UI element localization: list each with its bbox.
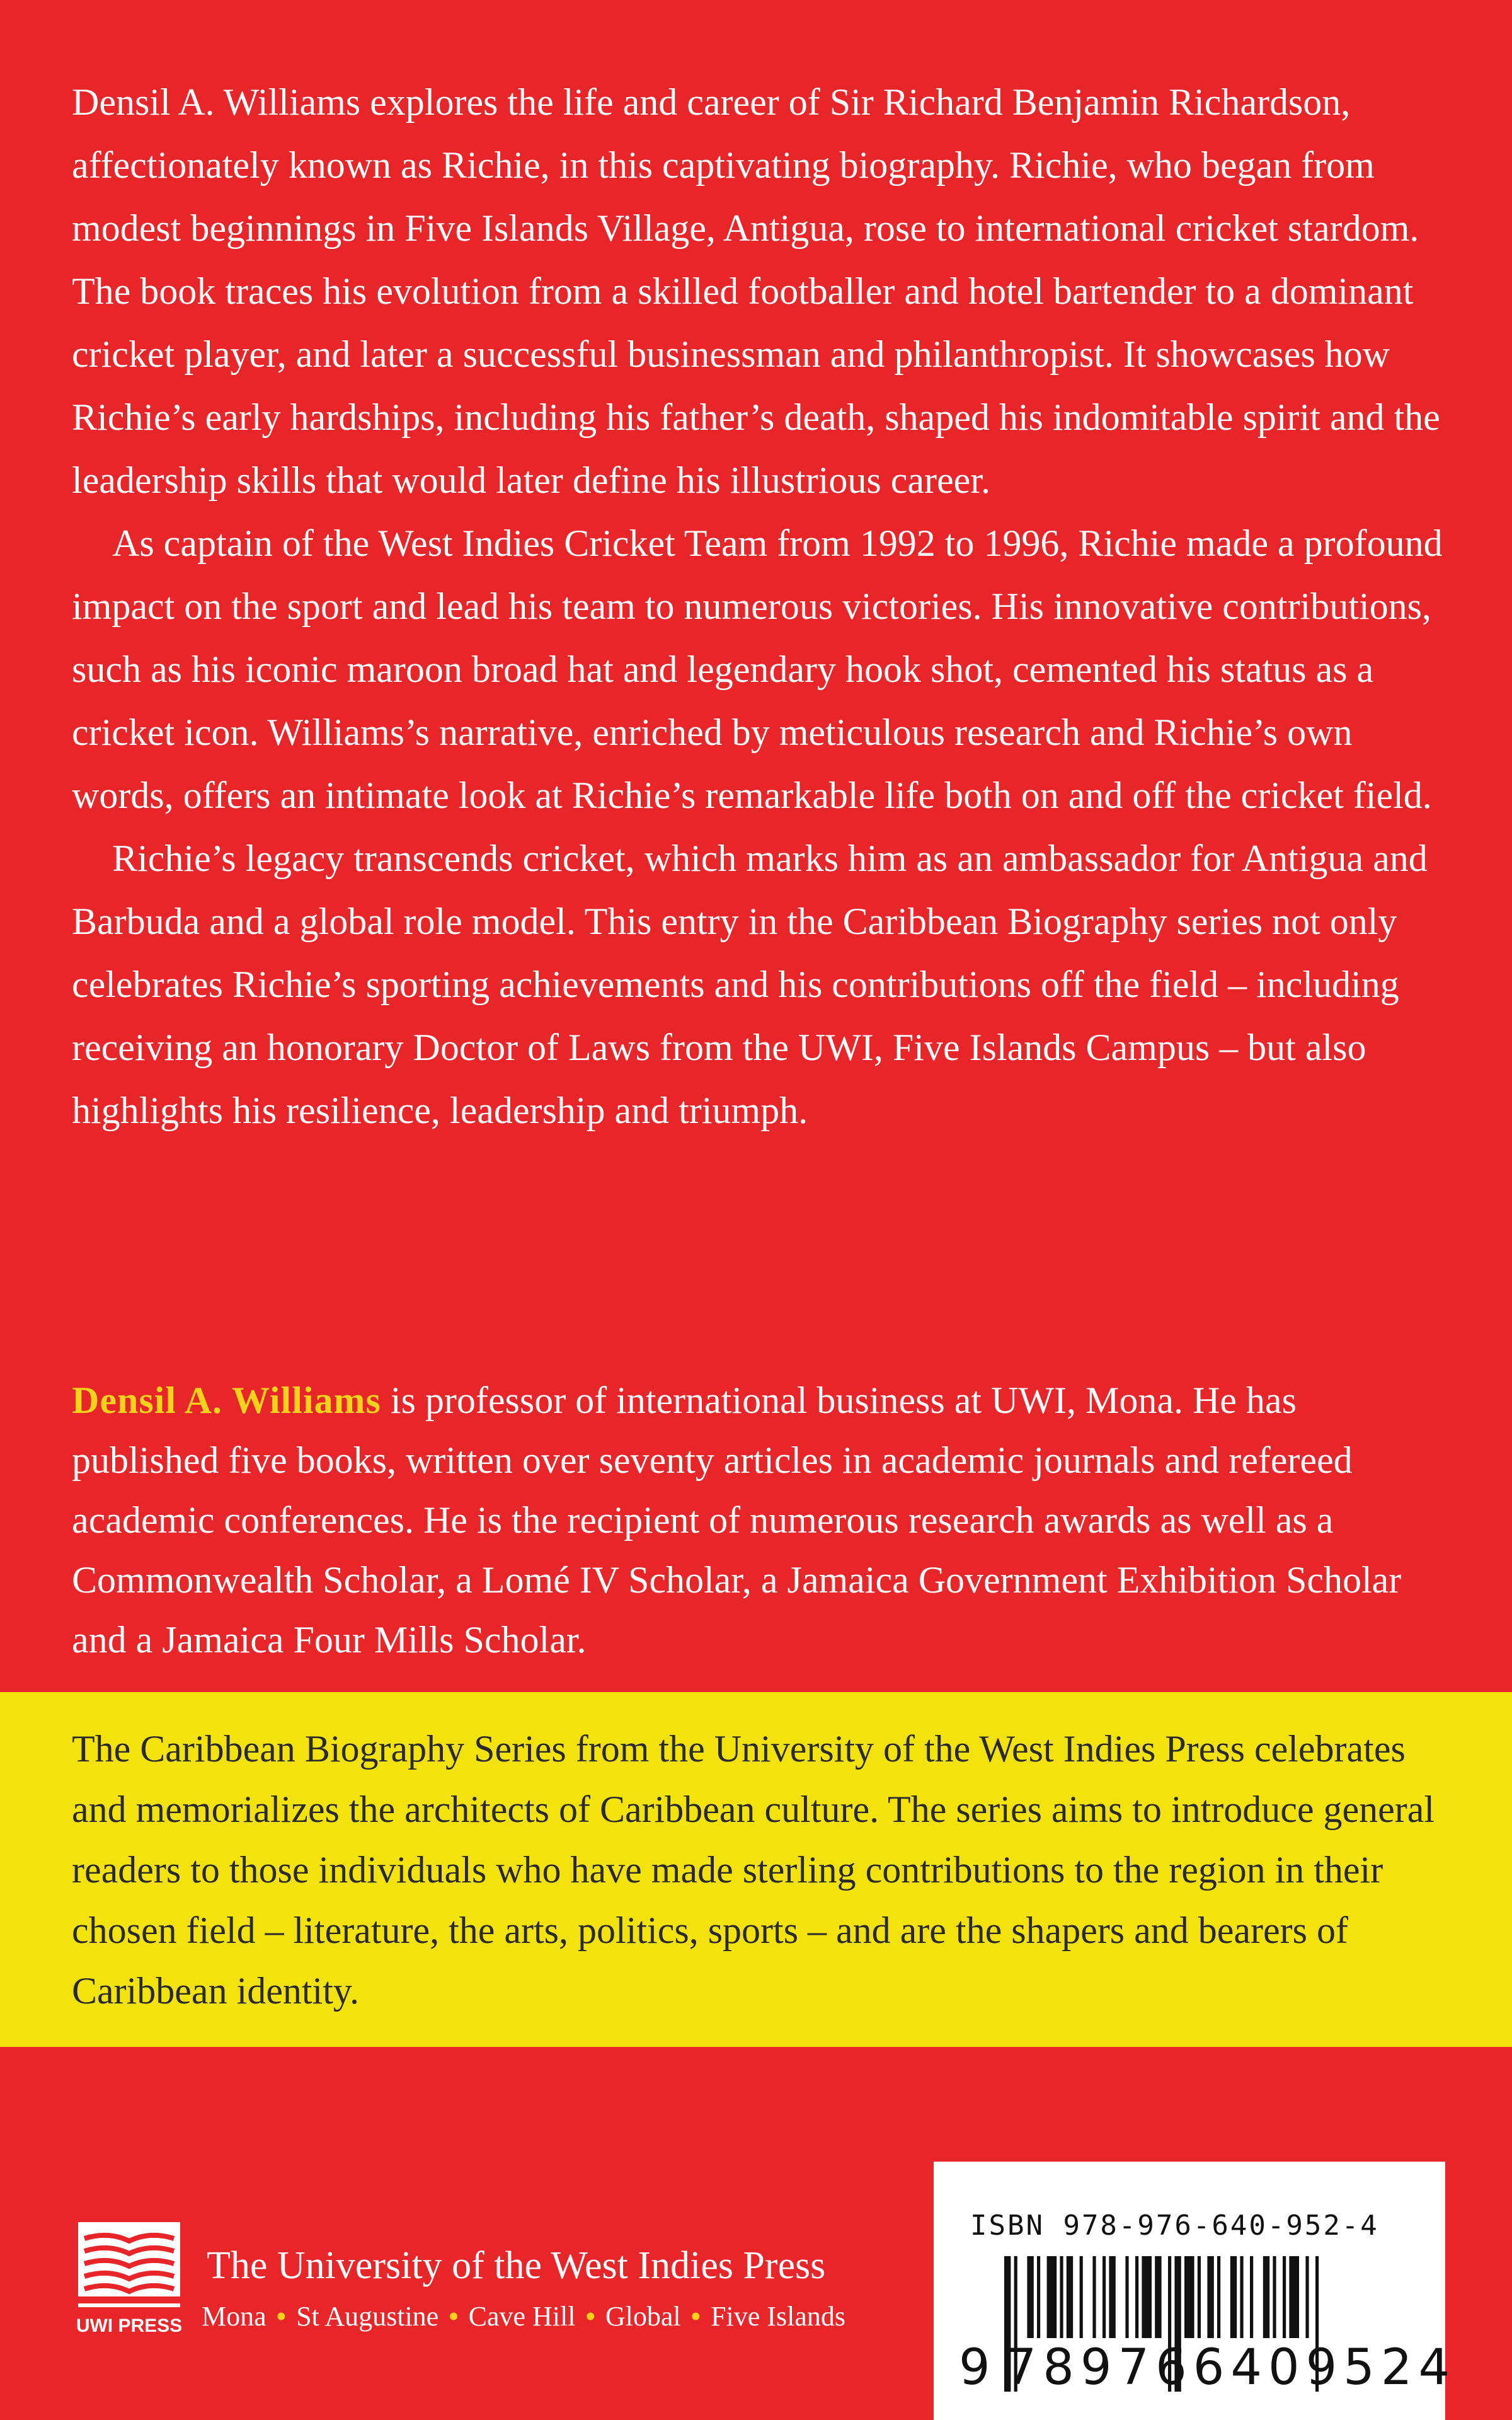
campus-cave-hill: Cave Hill <box>468 2301 576 2332</box>
campus-mona: Mona <box>202 2301 266 2332</box>
barcode-bar <box>1092 2256 1096 2338</box>
campus-global: Global <box>605 2301 681 2332</box>
ean-digits: 789766409524 <box>1005 2339 1457 2396</box>
barcode-bar <box>1250 2256 1253 2338</box>
barcode-bar <box>1125 2256 1128 2338</box>
barcode-bar <box>1305 2256 1309 2338</box>
publisher-block <box>69 2218 920 2344</box>
barcode-bar <box>1102 2256 1106 2338</box>
bullet-separator: • <box>585 2301 595 2332</box>
ean-first-digit: 9 <box>959 2339 997 2396</box>
barcode-bar <box>1207 2256 1213 2338</box>
uwi-press-logo-icon <box>69 2218 189 2341</box>
ean-number <box>959 2339 1457 2396</box>
barcode-bar <box>1109 2256 1115 2338</box>
series-description: The Caribbean Biography Series from the University of the West Indies Press celebrates and memorializes the architects of Caribbean culture. The series aims to introduce general readers to those individuals who have made sterling contributions to the region in their chosen field – literature, the arts, politics, sports – and are the shapers and bearers of Caribbean identity. <box>72 1728 1435 2012</box>
barcode-bar <box>1198 2256 1201 2338</box>
barcode-bar <box>1037 2256 1040 2338</box>
logo-wordmark: UWI PRESS <box>76 2315 183 2336</box>
barcode-bar <box>1273 2256 1276 2338</box>
series-description-band <box>0 1692 1512 2047</box>
barcode-bar <box>1289 2256 1299 2338</box>
bullet-separator: • <box>690 2301 701 2332</box>
campus-st-augustine: St Augustine <box>296 2301 439 2332</box>
author-name: Densil A. Williams <box>72 1380 381 1421</box>
isbn-barcode <box>934 2162 1457 2420</box>
publisher-name: The University of the West Indies Press <box>207 2244 826 2287</box>
barcode-bar <box>1240 2256 1243 2338</box>
campus-list <box>202 2299 845 2334</box>
bullet-separator: • <box>276 2301 287 2332</box>
book-description <box>72 71 1445 1142</box>
barcode-bar <box>1027 2256 1033 2338</box>
barcode-bar <box>1060 2256 1063 2338</box>
barcode-bar <box>1080 2256 1083 2338</box>
barcode-bar <box>1067 2256 1073 2338</box>
barcode-bar <box>1155 2256 1161 2338</box>
author-bio-paragraph <box>72 1371 1452 1670</box>
isbn-label: ISBN 978-976-640-952-4 <box>970 2210 1379 2242</box>
bullet-separator: • <box>449 2301 459 2332</box>
barcode-bar <box>1283 2256 1286 2338</box>
description-paragraph-1: Densil A. Williams explores the life and career of Sir Richard Benjamin Richardson, affectionately known as Richie, in this captivating biography. Richie, who began from modest beginnings in Five Islands Village, Antigua, rose to international cricket stardom. The book traces his evolution from a skilled footballer and hotel bartender to a dominant cricket player, and later a successful businessman and philanthropist. It showcases how Richie’s early hardships, including his father’s death, shaped his indomitable spirit and the leadership skills that would later define his illustrious career. <box>72 81 1440 501</box>
barcode-bar <box>1047 2256 1057 2338</box>
barcode-bar <box>1142 2256 1152 2338</box>
barcode-bar <box>1263 2256 1269 2338</box>
author-bio <box>72 1371 1452 1670</box>
barcode-bar <box>1230 2256 1237 2338</box>
campus-five-islands: Five Islands <box>711 2301 845 2332</box>
barcode-bar <box>1135 2256 1138 2338</box>
barcode-bar <box>1184 2256 1194 2338</box>
barcode-bar <box>1217 2256 1220 2338</box>
author-bio-text: is professor of international business at UWI, Mona. He has published five books, written over seventy articles in academic journals and refereed academic conferences. He is the recipient of numerous research awards as well as a Commonwealth Scholar, a Lomé IV Scholar, a Jamaica Government Exhibition Scholar and a Jamaica Four Mills Scholar. <box>72 1380 1402 1661</box>
description-paragraph-2: As captain of the West Indies Cricket Team from 1992 to 1996, Richie made a profound impact on the sport and lead his team to numerous victories. His innovative contributions, such as his iconic maroon broad hat and legendary hook shot, cemented his status as a cricket icon. Williams’s narrative, enriched by meticulous research and Richie’s own words, offers an intimate look at Richie’s remarkable life both on and off the cricket field. <box>72 522 1443 816</box>
description-paragraph-3: Richie’s legacy transcends cricket, which marks him as an ambassador for Antigua and Barbuda and a global role model. This entry in the Caribbean Biography series not only celebrates Richie’s sporting achievements and his contributions off the field – including receiving an honorary Doctor of Laws from the UWI, Five Islands Campus – but also highlights his resilience, leadership and triumph. <box>72 838 1428 1131</box>
